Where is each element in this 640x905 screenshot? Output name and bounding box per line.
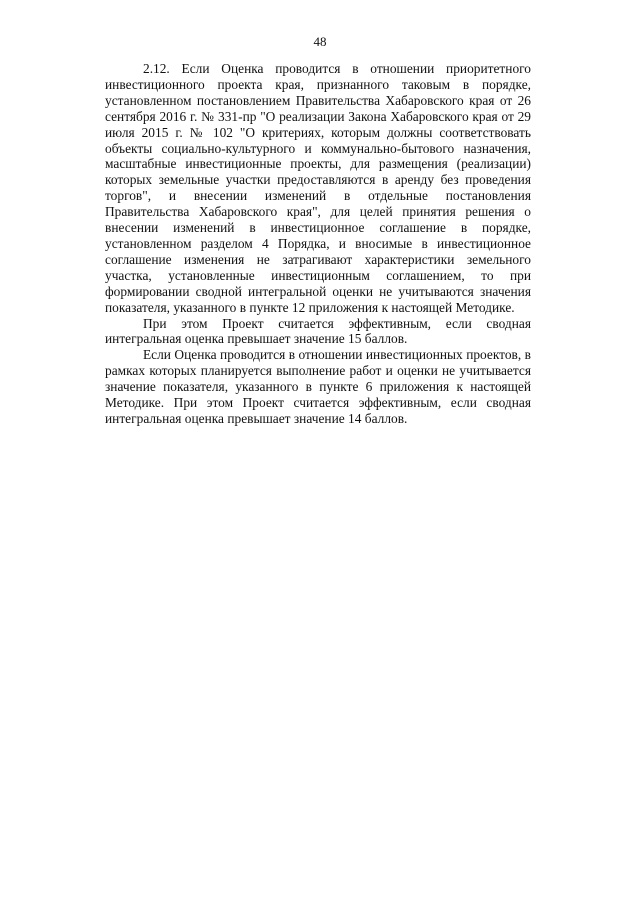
paragraph-2-12: 2.12. Если Оценка проводится в отношении приоритетного инвестиционного проекта края, признанного таковым в порядке, установленном постановлением Правительства Хабаровского края от 26 сентября 2016 г. № 331-пр "О реализации Закона Хабаровского края от 29 июля 2015 г. № 102 "О критериях, которым должны соответствовать объекты социально-культурного и коммунально-бытового назначения, масштабные инвестиционные проекты, для размещения (реализации) которых земельные участки предоставляются в аренду без проведения торгов", и внесении изменений в отдельные постановления Правительства Хабаровского края", для целей принятия решения о внесении изменений в инвестиционное соглашение в порядке, установленном разделом 4 Порядка, и вносимые в инвестиционное соглашение изменения не затрагивают характеристики земельного участка, установленные инвестиционным соглашением, то при формировании сводной интегральной оценки не учитываются значения показателя, указанного в пункте 12 приложения к настоящей Методике. <box>105 61 531 315</box>
page-number: 48 <box>313 34 327 49</box>
paragraph-efficiency-14: Если Оценка проводится в отношении инвестиционных проектов, в рамках которых планируется выполнение работ и оценки не учитывается значение показателя, указанного в пункте 6 приложения к настоящей Методике. При этом Проект считается эффективным, если сводная интегральная оценка превышает значение 14 баллов. <box>105 347 531 426</box>
paragraph-efficiency-15: При этом Проект считается эффективным, если сводная интегральная оценка превышает значение 15 баллов. <box>105 315 531 347</box>
document-body <box>105 61 531 427</box>
